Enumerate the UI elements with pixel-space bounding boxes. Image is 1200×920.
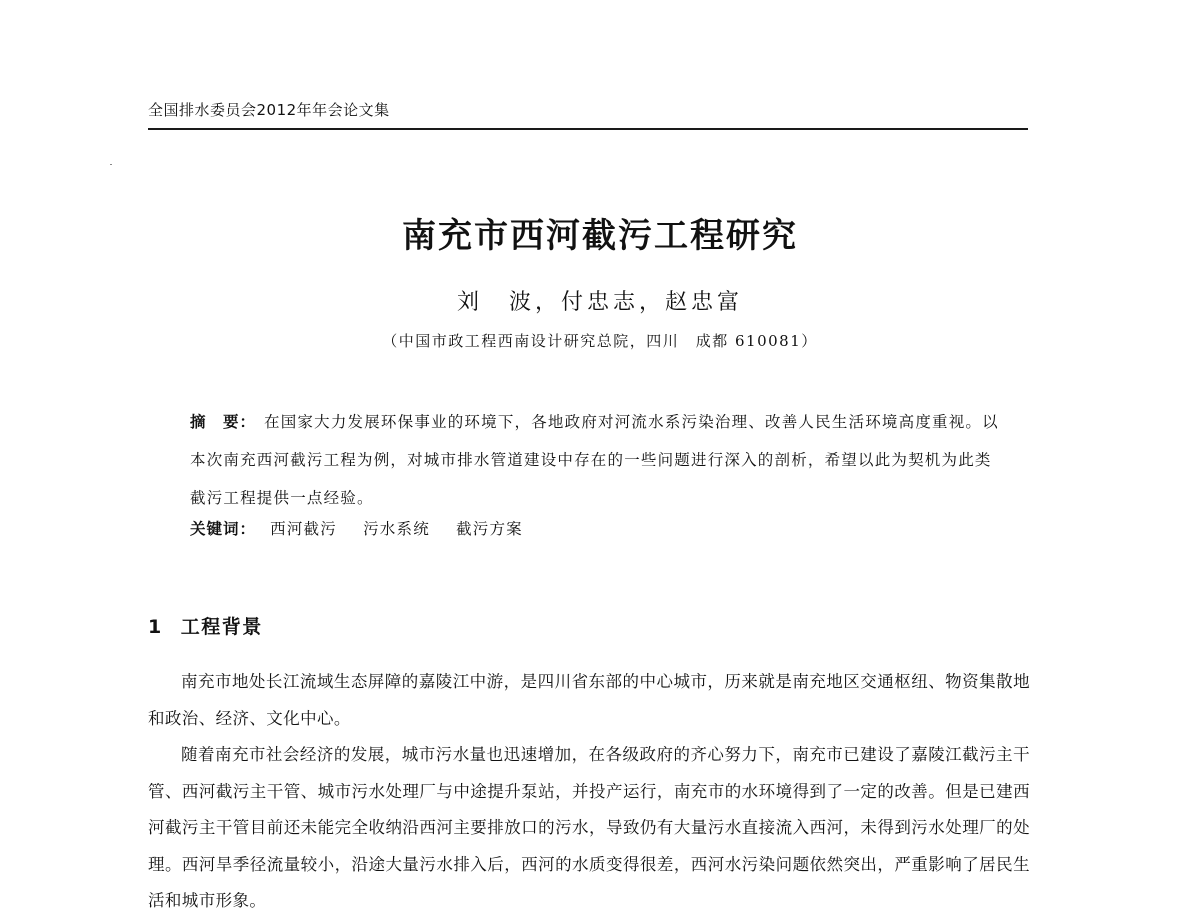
keyword-item: 截污方案 <box>456 520 523 538</box>
section-number: 1 <box>148 616 163 638</box>
abstract <box>190 403 1000 517</box>
keyword-item: 污水系统 <box>363 520 430 538</box>
body-paragraph: 南充市地处长江流域生态屏障的嘉陵江中游，是四川省东部的中心城市，历来就是南充地区交通枢纽、物资集散地和政治、经济、文化中心。 <box>148 672 1030 728</box>
author-list: 刘 波，付忠志，赵忠富 <box>456 290 743 315</box>
body-paragraph: 随着南充市社会经济的发展，城市污水量也迅速增加，在各级政府的齐心努力下，南充市已建设了嘉陵江截污主干管、西河截污主干管、城市污水处理厂与中途提升泵站，并投产运行，南充市的水环境得到了一定的改善。但是已建西河截污主干管目前还未能完全收纳沿西河主要排放口的污水，导致仍有大量污水直接流入西河，未得到污水处理厂的处理。西河旱季径流量较小，沿途大量污水排入后，西河的水质变得很差，西河水污染问题依然突出，严重影响了居民生活和城市形象。 <box>148 745 1030 910</box>
section-heading <box>148 612 263 639</box>
keyword-item: 西河截污 <box>270 520 337 538</box>
abstract-text: 在国家大力发展环保事业的环境下，各地政府对河流水系污染治理、改善人民生活环境高度重视。以本次南充西河截污工程为例，对城市排水管道建设中存在的一些问题进行深入的剖析，希望以此为契机为此类截污工程提供一点经验。 <box>190 413 999 507</box>
keywords <box>190 517 543 539</box>
abstract-paragraph <box>190 403 1000 517</box>
scan-speck <box>110 164 112 165</box>
paper-title: 南充市西河截污工程研究 <box>402 216 798 256</box>
keywords-label: 关键词： <box>190 520 257 538</box>
running-header: 全国排水委员会2012年年会论文集 <box>148 101 390 119</box>
section-body <box>148 664 1030 920</box>
section-title: 工程背景 <box>180 616 263 638</box>
affiliation: （中国市政工程西南设计研究总院，四川 成都 610081） <box>382 332 818 350</box>
header-rule <box>148 128 1028 130</box>
abstract-label: 摘 要： <box>190 413 257 431</box>
